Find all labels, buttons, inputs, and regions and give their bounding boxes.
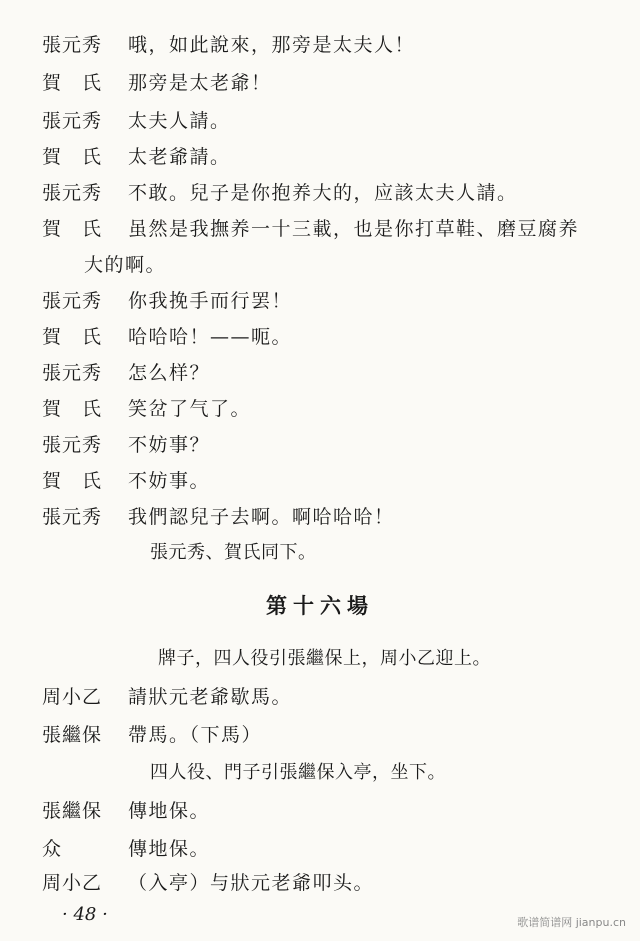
dialogue-line: [0, 830, 640, 868]
speaker: 周小乙: [42, 872, 103, 894]
dialogue-text: 你我挽手而行罢！: [128, 290, 293, 312]
speaker: 張元秀: [42, 110, 103, 132]
dialogue-line: [0, 498, 640, 536]
dialogue-line: [0, 174, 640, 212]
dialogue-line: [0, 138, 640, 176]
dialogue-text: 傳地保。: [128, 800, 211, 822]
dialogue-text: 請狀元老爺歇馬。: [128, 686, 293, 708]
dialogue-text: 不妨事？: [128, 434, 211, 456]
dialogue-line: [0, 318, 640, 356]
speaker: 張元秀: [42, 182, 103, 204]
speaker: 賀 氏: [42, 398, 103, 420]
speaker: 張元秀: [42, 34, 103, 56]
dialogue-text: 笑岔了气了。: [128, 398, 252, 420]
stage-direction: [0, 640, 640, 678]
dialogue-text: 帶馬。（下馬）: [128, 724, 263, 746]
speaker: 賀 氏: [42, 470, 103, 492]
stage-text: 牌子，四人役引張繼保上，周小乙迎上。: [158, 648, 491, 669]
stage-text: 張元秀、賀氏同下。: [150, 542, 317, 563]
dialogue-line: [0, 26, 640, 64]
dialogue-text: 太老爺請。: [128, 146, 231, 168]
dialogue-text: （入亭）与狀元老爺叩头。: [128, 872, 375, 894]
dialogue-continuation: [0, 246, 640, 284]
speaker: 賀 氏: [42, 326, 103, 348]
speaker: 張繼保: [42, 724, 103, 746]
dialogue-line: [0, 64, 640, 102]
stage-text: 四人役、門子引張繼保入亭，坐下。: [150, 762, 446, 783]
speaker: 賀 氏: [42, 72, 103, 94]
stage-direction: [0, 534, 640, 572]
speaker: 張元秀: [42, 506, 103, 528]
dialogue-text: 哈哈哈！——呃。: [128, 326, 293, 348]
page-number: · 48 ·: [62, 904, 108, 925]
dialogue-text: 怎么样？: [128, 362, 211, 384]
speaker: 賀 氏: [42, 218, 103, 240]
scene-heading: 第十六場: [266, 593, 374, 618]
dialogue-text: 太夫人請。: [128, 110, 231, 132]
speaker: 張繼保: [42, 800, 103, 822]
dialogue-line: [0, 678, 640, 716]
dialogue-text: 那旁是太老爺！: [128, 72, 272, 94]
stage-direction: [0, 754, 640, 792]
speaker: 賀 氏: [42, 146, 103, 168]
dialogue-text: 虽然是我撫养一十三載，也是你打草鞋、磨豆腐养: [128, 218, 580, 240]
dialogue-text: 大的啊。: [84, 254, 167, 276]
dialogue-text: 傳地保。: [128, 838, 211, 860]
speaker: 張元秀: [42, 362, 103, 384]
speaker: 張元秀: [42, 434, 103, 456]
speaker: 众: [42, 838, 63, 860]
dialogue-line: [0, 426, 640, 464]
dialogue-text: 我們認兒子去啊。啊哈哈哈！: [128, 506, 395, 528]
dialogue-line: [0, 390, 640, 428]
dialogue-text: 不敢。兒子是你抱养大的，应該太夫人請。: [128, 182, 518, 204]
dialogue-text: 不妨事。: [128, 470, 211, 492]
dialogue-line: [0, 792, 640, 830]
dialogue-line: [0, 210, 640, 248]
dialogue-line: [0, 354, 640, 392]
dialogue-line: [0, 102, 640, 140]
dialogue-line: [0, 282, 640, 320]
dialogue-line: [0, 716, 640, 754]
dialogue-line: [0, 462, 640, 500]
speaker: 周小乙: [42, 686, 103, 708]
dialogue-text: 哦，如此說來，那旁是太夫人！: [128, 34, 416, 56]
dialogue-line: [0, 864, 640, 902]
watermark: 歌谱简谱网 jianpu.cn: [517, 916, 626, 929]
speaker: 張元秀: [42, 290, 103, 312]
